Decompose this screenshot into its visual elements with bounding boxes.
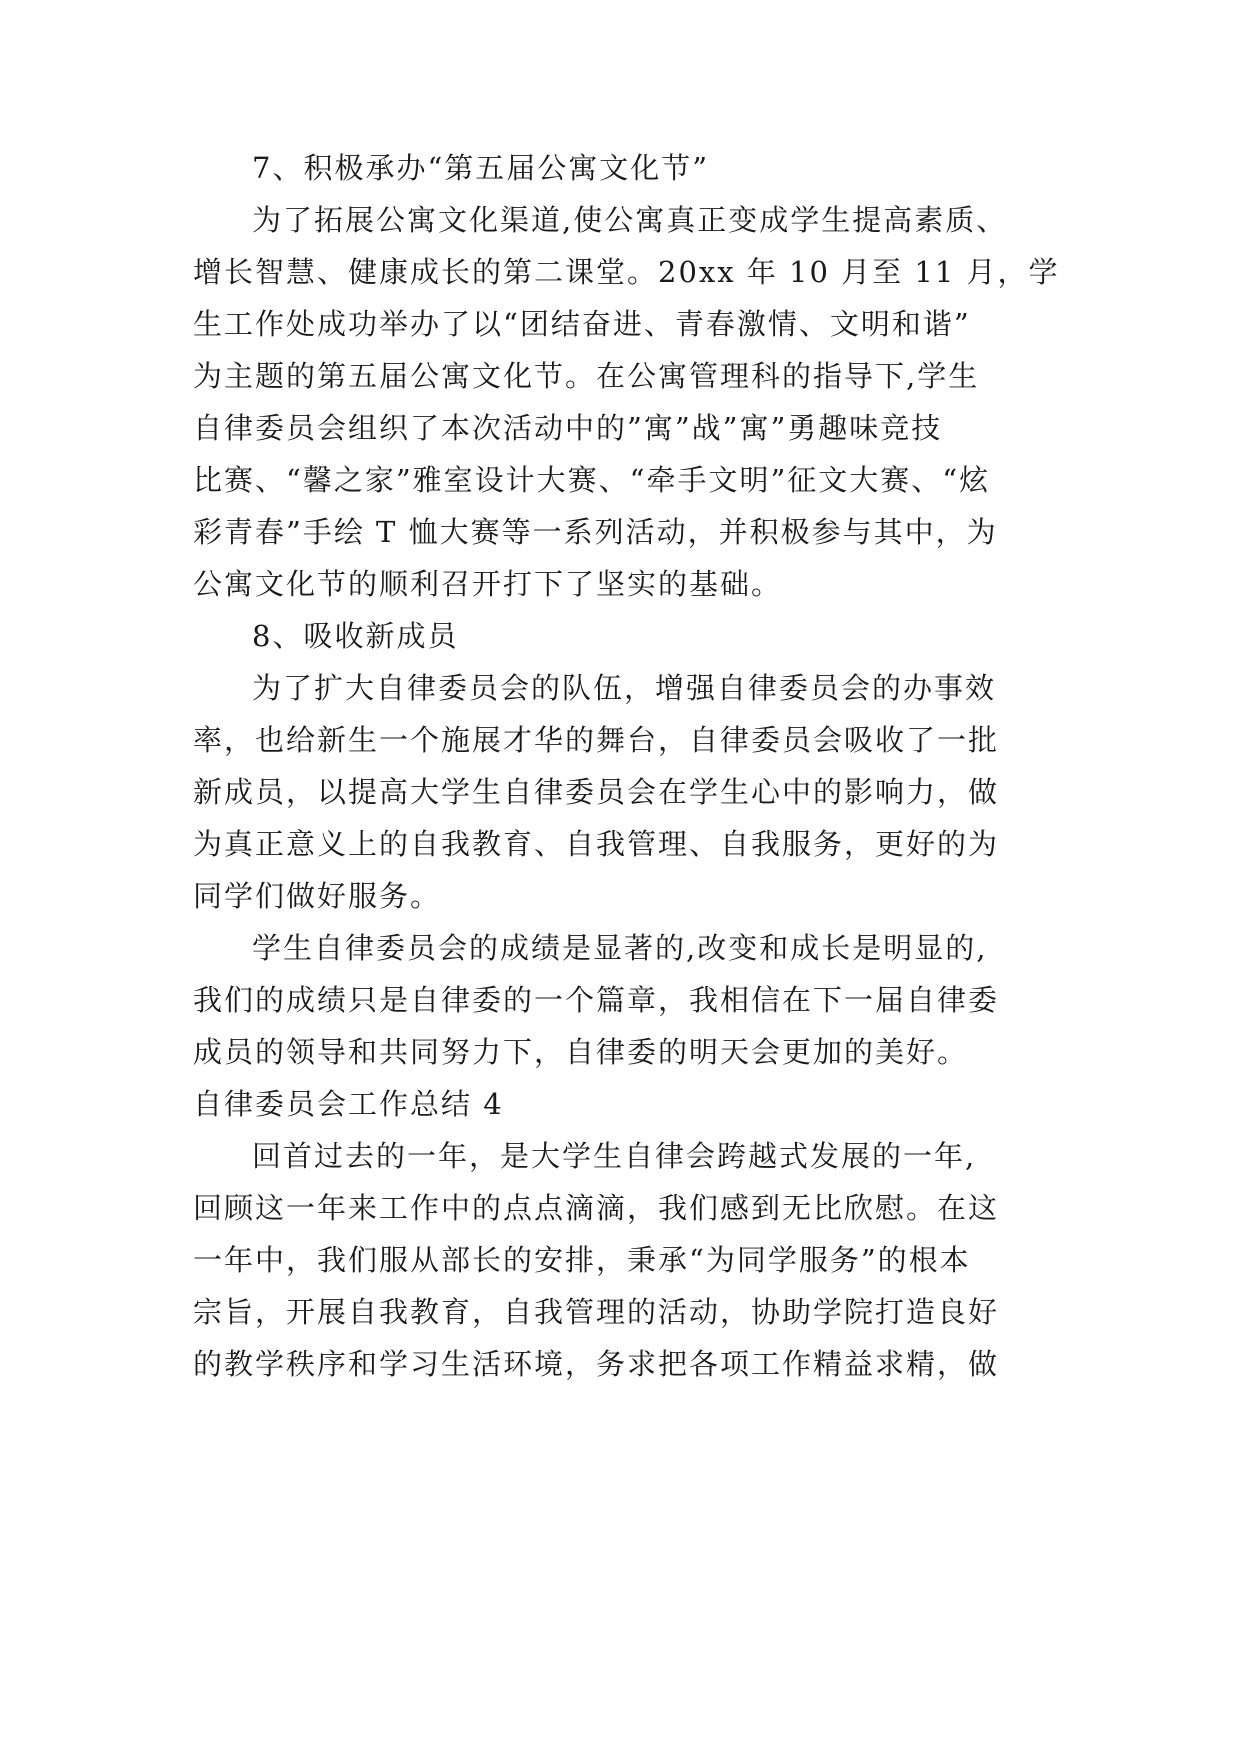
paragraph-line: 回首过去的一年，是大学生自律会跨越式发展的一年,	[252, 1139, 977, 1173]
section-title-summary-4: 自律委员会工作总结 4	[193, 1087, 504, 1121]
paragraph-line: 的教学秩序和学习生活环境，务求把各项工作精益求精，做	[193, 1347, 1000, 1381]
paragraph-line: 比赛、“馨之家”雅室设计大赛、“牵手文明”征文大赛、“炫	[193, 463, 991, 497]
paragraph-line: 增长智慧、健康成长的第二课堂。20xx 年 10 月至 11 月，学	[193, 255, 1060, 289]
paragraph-line: 为了拓展公寓文化渠道,使公寓真正变成学生提高素质、	[252, 203, 1008, 237]
paragraph-line: 成员的领导和共同努力下，自律委的明天会更加的美好。	[193, 1035, 969, 1069]
paragraph-line: 彩青春”手绘 T 恤大赛等一系列活动，并积极参与其中，为	[193, 515, 998, 549]
section-heading-7: 7、积极承办“第五届公寓文化节”	[252, 151, 710, 185]
paragraph-line: 自律委员会组织了本次活动中的”寓”战”寓”勇趣味竞技	[193, 411, 943, 445]
paragraph-line: 公寓文化节的顺利召开打下了坚实的基础。	[193, 567, 783, 601]
paragraph-line: 为了扩大自律委员会的队伍，增强自律委员会的办事效	[252, 671, 997, 705]
paragraph-line: 为主题的第五届公寓文化节。在公寓管理科的指导下,学生	[193, 359, 980, 393]
paragraph-line: 回顾这一年来工作中的点点滴滴，我们感到无比欣慰。在这	[193, 1191, 1000, 1225]
paragraph-line: 学生自律委员会的成绩是显著的,改变和成长是明显的,	[252, 931, 988, 965]
paragraph-line: 我们的成绩只是自律委的一个篇章，我相信在下一届自律委	[193, 983, 1000, 1017]
paragraph-line: 一年中，我们服从部长的安排，秉承“为同学服务”的根本	[193, 1243, 971, 1277]
paragraph-line: 新成员，以提高大学生自律委员会在学生心中的影响力，做	[193, 775, 1000, 809]
paragraph-line: 为真正意义上的自我教育、自我管理、自我服务，更好的为	[193, 827, 1000, 861]
paragraph-line: 生工作处成功举办了以“团结奋进、青春激情、文明和谐”	[193, 307, 971, 341]
section-heading-8: 8、吸收新成员	[252, 619, 459, 653]
paragraph-line: 率，也给新生一个施展才华的舞台，自律委员会吸收了一批	[193, 723, 1000, 757]
paragraph-line: 宗旨，开展自我教育，自我管理的活动，协助学院打造良好	[193, 1295, 1000, 1329]
paragraph-line: 同学们做好服务。	[193, 879, 442, 913]
